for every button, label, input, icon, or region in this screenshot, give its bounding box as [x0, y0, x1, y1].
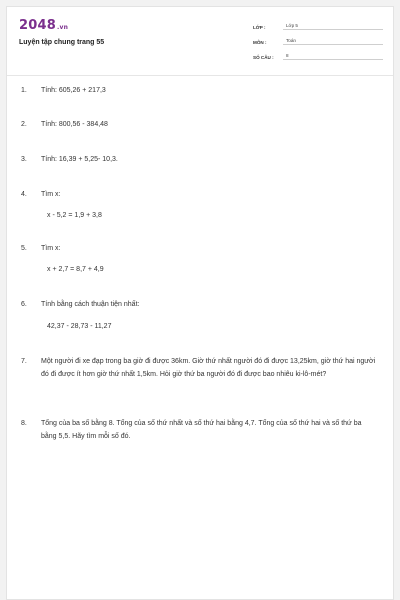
question-number: 2. [21, 121, 27, 128]
meta-row-count [253, 47, 383, 60]
question-number: 7. [21, 358, 27, 365]
worksheet-page [6, 6, 394, 600]
question-text: Tính: 16,39 + 5,25- 10,3. [41, 156, 118, 163]
question-expression: 42,37 - 28,73 - 11,27 [47, 323, 112, 330]
meta-value: Lớp 5 [283, 23, 383, 30]
worksheet-header [7, 7, 393, 76]
question-text: Tìm x: [41, 245, 61, 252]
worksheet-meta [253, 17, 383, 62]
question-number: 4. [21, 191, 27, 198]
meta-value: 8 [283, 53, 383, 60]
question-expression: x + 2,7 = 8,7 + 4,9 [47, 266, 104, 273]
meta-label: LỚP : [253, 25, 266, 30]
question-text: Tính: 800,56 - 384,48 [41, 121, 108, 128]
question-number: 3. [21, 156, 27, 163]
question-number: 5. [21, 245, 27, 252]
logo-suffix: .vn [56, 24, 69, 31]
question-expression: x - 5,2 = 1,9 + 3,8 [47, 212, 102, 219]
question-text: Một người đi xe đạp trong ba giờ đi được 36km. Giờ thứ nhất người đó đi được 13,25km, giờ thứ hai người đó đi được ít hơn giờ thứ nhất 1,5km. Hỏi giờ thứ ba người đó đi được bao nhiêu ki-lô-mét? [41, 358, 376, 378]
site-logo[interactable] [19, 18, 68, 33]
question-text: Tổng của ba số bằng 8. Tổng của số thứ nhất và số thứ hai bằng 4,7. Tổng của số thứ hai và số thứ ba bằng 5,5. Hãy tìm mỗi số đó. [41, 420, 362, 440]
page-title: Luyện tập chung trang 55 [19, 39, 105, 46]
question-text: Tìm x: [41, 191, 61, 198]
meta-row-class [253, 17, 383, 30]
meta-value: Toán [283, 38, 383, 45]
meta-label: SỐ CÂU : [253, 55, 274, 60]
question-number: 8. [21, 420, 27, 427]
meta-label: MÔN : [253, 40, 267, 45]
meta-row-subject [253, 32, 383, 45]
logo-text: 2048 [19, 18, 56, 33]
question-text: Tính bằng cách thuận tiện nhất: [41, 301, 140, 308]
question-number: 6. [21, 301, 27, 308]
question-number: 1. [21, 87, 27, 94]
question-text: Tính: 605,26 + 217,3 [41, 87, 106, 94]
